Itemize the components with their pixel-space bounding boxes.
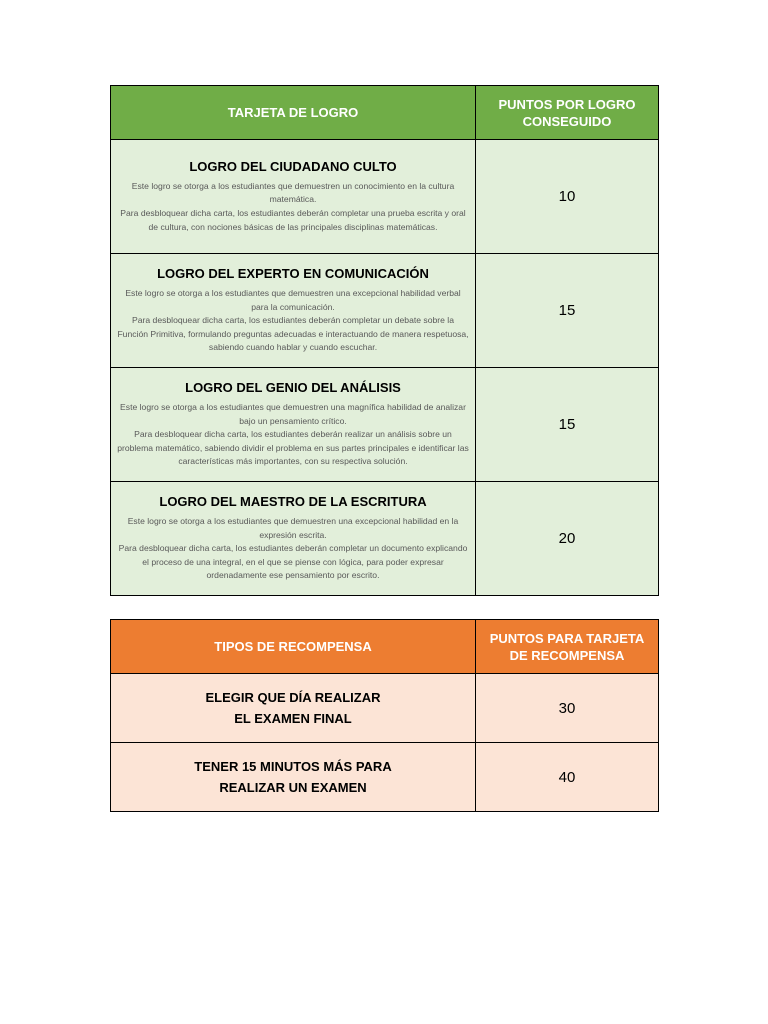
achievement-points-header: PUNTOS POR LOGRO CONSEGUIDO bbox=[476, 86, 659, 140]
achievement-points: 15 bbox=[476, 368, 659, 482]
table-row bbox=[111, 254, 659, 368]
reward-cell bbox=[111, 743, 476, 812]
achievement-description-intro: Este logro se otorga a los estudiantes que demuestren una excepcional habilidad en la expresión escrita. bbox=[127, 516, 459, 540]
reward-points-header-line2: DE RECOMPENSA bbox=[509, 647, 625, 663]
achievement-description-unlock: Para desbloquear dicha carta, los estudiantes deberán completar un debate sobre la Función Primitiva, formulando preguntas adecuadas e interactuando de manera respetuosa, sabiendo cuando hablar y cuando escuchar. bbox=[117, 315, 469, 353]
reward-title-line2: REALIZAR UN EXAMEN bbox=[219, 780, 367, 795]
reward-title-line1: TENER 15 MINUTOS MÁS PARA bbox=[194, 759, 392, 774]
achievements-table bbox=[110, 85, 659, 596]
achievement-description-intro: Este logro se otorga a los estudiantes que demuestren una magnífica habilidad de analizar bajo un pensamiento crítico. bbox=[120, 402, 466, 426]
reward-points: 30 bbox=[476, 674, 659, 743]
reward-cell bbox=[111, 674, 476, 743]
achievement-description bbox=[117, 287, 469, 355]
table-row bbox=[111, 482, 659, 596]
reward-points: 40 bbox=[476, 743, 659, 812]
reward-points-header bbox=[476, 620, 659, 674]
achievement-title: LOGRO DEL GENIO DEL ANÁLISIS bbox=[185, 380, 401, 396]
achievement-description-intro: Este logro se otorga a los estudiantes que demuestren una excepcional habilidad verbal para la comunicación. bbox=[125, 288, 461, 312]
achievement-title: LOGRO DEL MAESTRO DE LA ESCRITURA bbox=[159, 494, 427, 510]
achievement-title: LOGRO DEL EXPERTO EN COMUNICACIÓN bbox=[157, 266, 429, 282]
reward-type-header: TIPOS DE RECOMPENSA bbox=[111, 620, 476, 674]
achievement-points: 20 bbox=[476, 482, 659, 596]
achievement-description-unlock: Para desbloquear dicha carta, los estudiantes deberán completar una prueba escrita y oral de cultura, con nociones básicas de las principales disciplinas matemáticas. bbox=[120, 208, 466, 232]
achievement-points: 15 bbox=[476, 254, 659, 368]
achievement-cell bbox=[111, 482, 476, 596]
achievement-description bbox=[117, 401, 469, 469]
achievement-description-unlock: Para desbloquear dicha carta, los estudiantes deberán completar un documento explicando el proceso de una integral, en el que se piense con lógica, para poder expresar ordenadamente ese pensamiento por escrito. bbox=[118, 543, 468, 581]
achievement-description-intro: Este logro se otorga a los estudiantes que demuestren un conocimiento en la cultura matemática. bbox=[131, 180, 455, 205]
achievement-points: 10 bbox=[476, 140, 659, 254]
achievement-cell bbox=[111, 368, 476, 482]
achievement-description-unlock: Para desbloquear dicha carta, los estudiantes deberán realizar un análisis sobre un problema matemático, sabiendo dividir el problema en sus partes principales e identificar las características más importantes, con su respectiva solución. bbox=[117, 429, 469, 467]
achievement-cell bbox=[111, 254, 476, 368]
achievement-description bbox=[117, 180, 469, 234]
reward-title-line1: ELEGIR QUE DÍA REALIZAR bbox=[205, 690, 381, 705]
reward-points-header-line1: PUNTOS PARA TARJETA bbox=[489, 630, 645, 646]
rewards-table bbox=[110, 619, 659, 812]
table-row bbox=[111, 140, 659, 254]
achievement-card-header: TARJETA DE LOGRO bbox=[111, 86, 476, 140]
rewards-header-row bbox=[111, 620, 659, 674]
table-row bbox=[111, 368, 659, 482]
achievement-description bbox=[117, 515, 469, 583]
table-row bbox=[111, 674, 659, 743]
table-row bbox=[111, 743, 659, 812]
achievement-cell bbox=[111, 140, 476, 254]
achievement-title: LOGRO DEL CIUDADANO CULTO bbox=[189, 158, 397, 174]
reward-title-line2: EL EXAMEN FINAL bbox=[234, 711, 352, 726]
achievements-header-row bbox=[111, 86, 659, 140]
